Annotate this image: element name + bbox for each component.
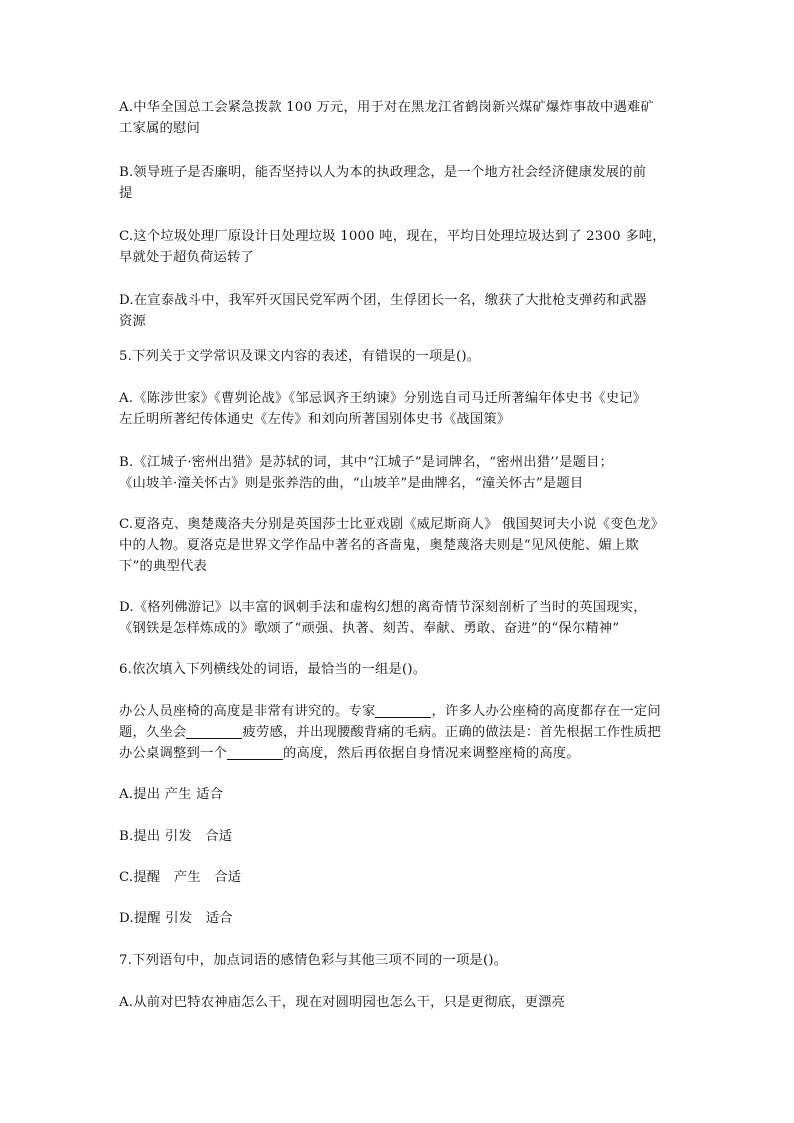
fill-blank-2 [186, 724, 242, 739]
text-line [119, 722, 679, 743]
q5-stem: 5.下列关于文学常识及课文内容的表述，有错误的一项是()。 [119, 349, 481, 364]
text-run: ，许多人办公座椅的高度都存在一定问 [431, 704, 661, 719]
q6-option-a: A.提出 产生 适合 [119, 787, 224, 802]
text-line: 中的人物。夏洛克是世界文学作品中著名的吝啬鬼，奥楚蔑洛夫则是“见风使舵、媚上欺 [119, 538, 639, 553]
q4-option-d [119, 290, 679, 332]
text-line: D.《格列佛游记》以丰富的讽刺手法和虚构幻想的离奇情节深刻剖析了当时的英国现实， [119, 600, 647, 615]
text-line: 提 [119, 186, 133, 201]
text-line: 早就处于超负荷运转了 [119, 250, 254, 265]
text-line [119, 701, 679, 722]
text-line [119, 743, 679, 764]
q6-option-c: C.提醒 产生 合适 [119, 870, 242, 885]
q4-option-c [119, 226, 679, 268]
text-line: 《山坡羊·潼关怀古》则是张养浩的曲，“山坡羊”是曲牌名，“潼关怀古”是题目 [119, 476, 584, 491]
text-line: A.《陈涉世家》《曹刿论战》《邹忌讽齐王纳谏》分别选自司马迁所著编年体史书《史记》 [119, 391, 647, 406]
q7-option-a: A.从前对巴特农神庙怎么干，现在对圆明园也怎么干，只是更彻底，更漂亮 [119, 995, 566, 1010]
q6-option-b: B.提出 引发 合适 [119, 829, 233, 844]
q5-option-c [119, 514, 679, 577]
q7-stem: 7.下列语句中，加点词语的感情色彩与其他三项不同的一项是()。 [119, 953, 508, 968]
text-line: B.《江城子·密州出猎》是苏轼的词，其中“江城子”是词牌名，“密州出猎’’是题目； [119, 455, 614, 470]
q5-option-b [119, 452, 679, 494]
q4-option-a [119, 97, 679, 139]
q4-option-b [119, 162, 679, 204]
q6-passage [119, 701, 679, 764]
text-line: A.中华全国总工会紧急拨款 100 万元，用于对在黑龙江省鹤岗新兴煤矿爆炸事故中遇难矿 [119, 100, 654, 115]
fill-blank-3 [227, 745, 283, 760]
q6-option-d: D.提醒 引发 适合 [119, 911, 233, 926]
text-line: 下”的典型代表 [119, 559, 207, 574]
text-line: 资源 [119, 314, 146, 329]
q5-option-d [119, 597, 679, 639]
text-line: 左丘明所著纪传体通史《左传》和刘向所著国别体史书《战国策》 [119, 412, 511, 427]
q5-option-a [119, 388, 679, 430]
fill-blank-1 [375, 703, 431, 718]
text-line: 工家属的慰问 [119, 121, 200, 136]
text-run: 的高度，然后再依据自身情况来调整座椅的高度。 [282, 746, 580, 761]
text-run: 疲劳感，并出现腰酸背痛的毛病。正确的做法是：首先根据工作性质把 [242, 725, 661, 740]
text-line: C.这个垃圾处理厂原设计日处理垃圾 1000 吨，现在，平均日处理垃圾达到了 2300 多吨， [119, 229, 666, 244]
text-line: B.领导班子是否廉明，能否坚持以人为本的执政理念，是一个地方社会经济健康发展的前 [119, 165, 647, 180]
text-line: 《钢铁是怎样炼成的》歌颂了“顽强、执著、刻苦、奉献、勇敢、奋进”的“保尔精神” [119, 621, 620, 636]
text-line: C.夏洛克、奥楚蔑洛夫分别是英国莎士比亚戏剧《威尼斯商人》 俄国契诃夫小说《变色龙》 [119, 517, 665, 532]
text-run: 题，久坐会 [119, 725, 187, 740]
text-line: D.在宣泰战斗中，我军歼灭国民党军两个团，生俘团长一名，缴获了大批枪支弹药和武器 [119, 293, 647, 308]
q6-stem: 6.依次填入下列横线处的词语，最恰当的一组是()。 [119, 662, 427, 677]
text-run: 办公桌调整到一个 [119, 746, 227, 761]
text-run: 办公人员座椅的高度是非常有讲究的。专家 [119, 704, 376, 719]
